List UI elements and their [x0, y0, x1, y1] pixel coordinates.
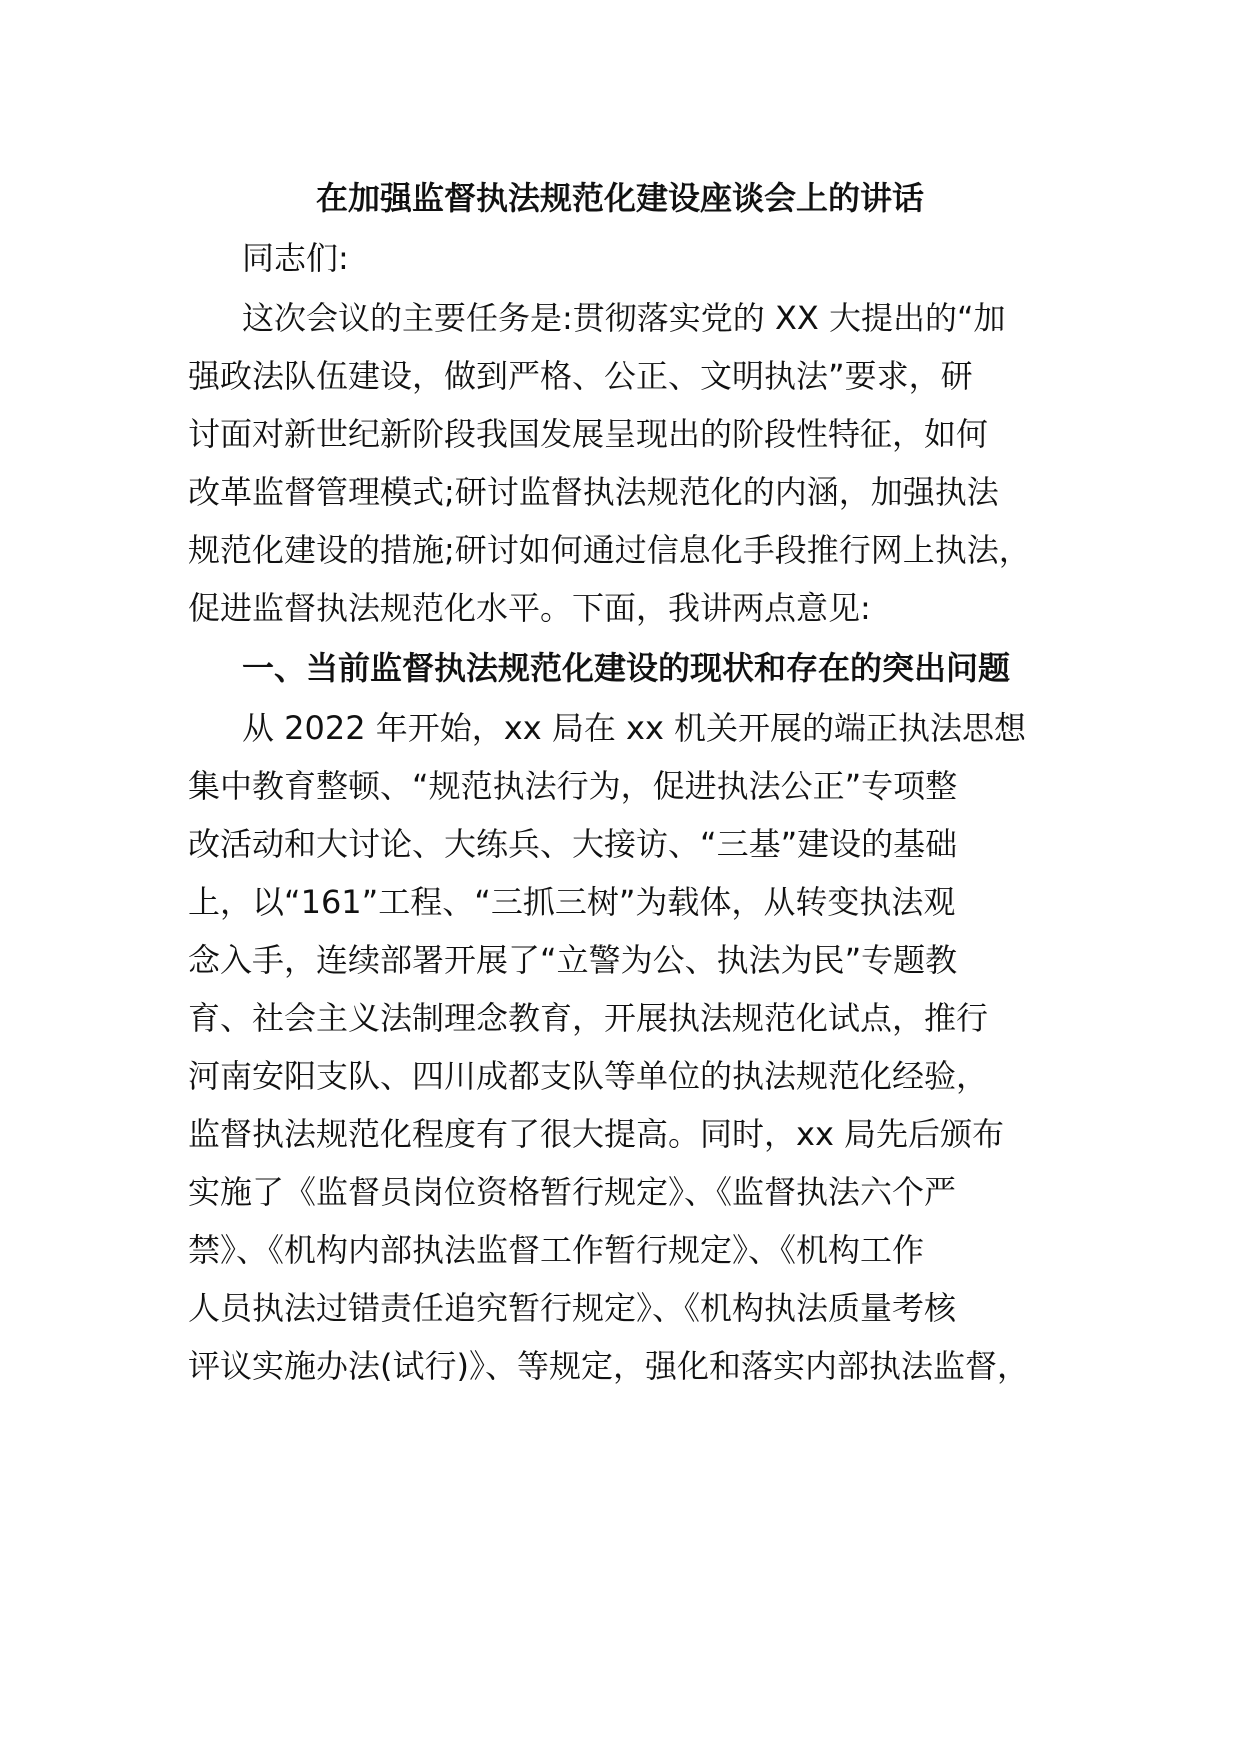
paragraph2-line: 实施了《监督员岗位资格暂行规定》、《监督执法六个严	[188, 1173, 957, 1211]
section-heading: 一、当前监督执法规范化建设的现状和存在的突出问题	[242, 649, 1011, 687]
document-title: 在加强监督执法规范化建设座谈会上的讲话	[315, 179, 924, 217]
greeting: 同志们:	[242, 239, 349, 277]
paragraph2-line: 从 2022 年开始，xx 局在 xx 机关开展的端正执法思想	[242, 709, 1027, 747]
paragraph2-line: 上，以“161”工程、“三抓三树”为载体，从转变执法观	[188, 883, 956, 921]
paragraph1-line: 促进监督执法规范化水平。下面，我讲两点意见:	[188, 589, 871, 627]
paragraph1-line: 讨面对新世纪新阶段我国发展呈现出的阶段性特征，如何	[188, 415, 989, 453]
paragraph2-line: 改活动和大讨论、大练兵、大接访、“三基”建设的基础	[188, 825, 958, 863]
paragraph2-line: 禁》、《机构内部执法监督工作暂行规定》、《机构工作	[188, 1231, 925, 1269]
paragraph2-line: 监督执法规范化程度有了很大提高。同时，xx 局先后颁布	[188, 1115, 1005, 1153]
paragraph2-line: 念入手，连续部署开展了“立警为公、执法为民”专题教	[188, 941, 958, 979]
paragraph1-line: 这次会议的主要任务是:贯彻落实党的 XX 大提出的“加	[242, 299, 1006, 337]
paragraph2-line: 人员执法过错责任追究暂行规定》、《机构执法质量考核	[188, 1289, 957, 1327]
paragraph2-line: 育、社会主义法制理念教育，开展执法规范化试点，推行	[188, 999, 989, 1037]
paragraph1-line: 规范化建设的措施;研讨如何通过信息化手段推行网上执法，	[188, 531, 1031, 569]
paragraph2-line: 评议实施办法(试行)》、等规定，强化和落实内部执法监督，	[188, 1347, 1029, 1385]
paragraph2-line: 河南安阳支队、四川成都支队等单位的执法规范化经验，	[188, 1057, 989, 1095]
paragraph1-line: 改革监督管理模式;研讨监督执法规范化的内涵，加强执法	[188, 473, 999, 511]
paragraph2-line: 集中教育整顿、“规范执法行为，促进执法公正”专项整	[188, 767, 958, 805]
paragraph1-line: 强政法队伍建设，做到严格、公正、文明执法”要求，研	[188, 357, 973, 395]
